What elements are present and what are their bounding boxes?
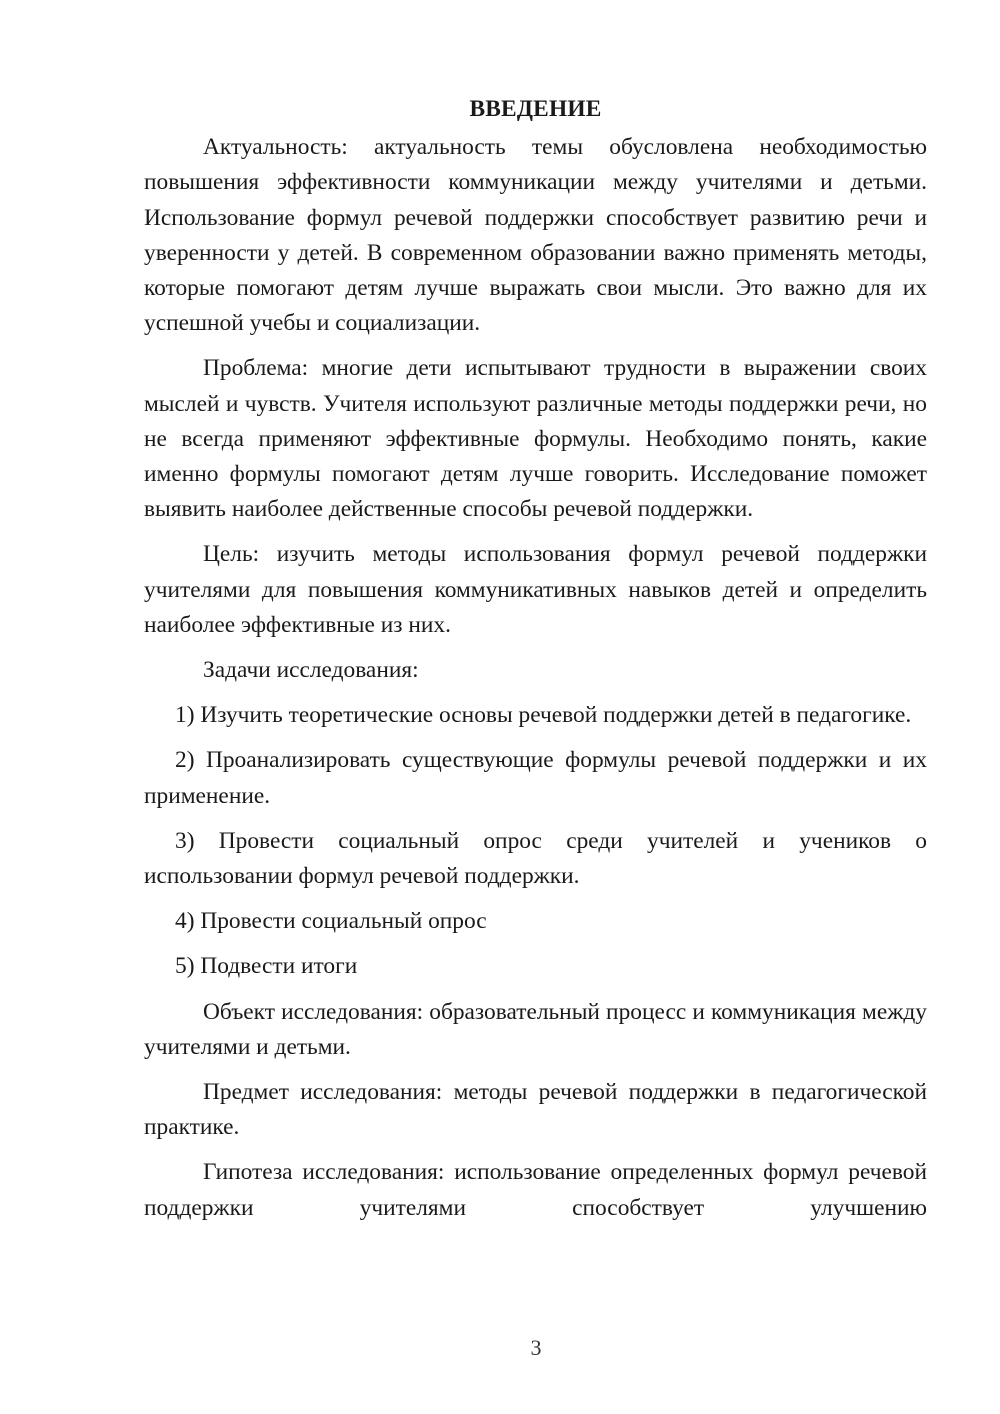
paragraph-goal: Цель: изучить методы использования формул речевой поддержки учителями для повышения коммуникативных навыков детей и определить наиболее эффективные из них.: [144, 541, 927, 638]
task-item-3: 3) Провести социальный опрос среди учителей и учеников о использовании формул речевой поддержки.: [144, 827, 927, 890]
task-item-4: 4) Провести социальный опрос: [175, 908, 487, 935]
task-item-2: 2) Проанализировать существующие формулы речевой поддержки и их применение.: [144, 747, 927, 809]
page-content: [144, 92, 927, 1236]
task-item-1: 1) Изучить теоретические основы речевой поддержки детей в педагогике.: [175, 702, 912, 729]
section-title: ВВЕДЕНИЕ: [469, 96, 602, 122]
task-item-5: 5) Подвести итоги: [175, 953, 358, 980]
paragraph-hypothesis: Гипотеза исследования: использование определенных формул речевой поддержки учителями способствует улучшению: [144, 1159, 927, 1221]
page-number: 3: [530, 1335, 542, 1360]
paragraph-problem: Проблема: многие дети испытывают трудности в выражении своих мыслей и чувств. Учителя используют различные методы поддержки речи, но не всегда применяют эффективные формулы. Необходимо понять, какие именно формулы помогают детям лучше говорить. Исследование поможет выявить наиболее действенные способы речевой поддержки.: [144, 355, 927, 523]
tasks-heading: Задачи исследования:: [203, 657, 419, 684]
paragraph-subject: Предмет исследования: методы речевой поддержки в педагогической практике.: [144, 1079, 927, 1141]
paragraph-object: Объект исследования: образовательный процесс и коммуникация между учителями и детьми.: [144, 998, 927, 1060]
paragraph-relevance: Актуальность: актуальность темы обусловлена необходимостью повышения эффективности коммуникации между учителями и детьми. Использование формул речевой поддержки способствует развитию речи и уверенности у детей. В современном образовании важно применять методы, которые помогают детям лучше выражать свои мысли. Это важно для их успешной учебы и социализации.: [144, 134, 927, 337]
